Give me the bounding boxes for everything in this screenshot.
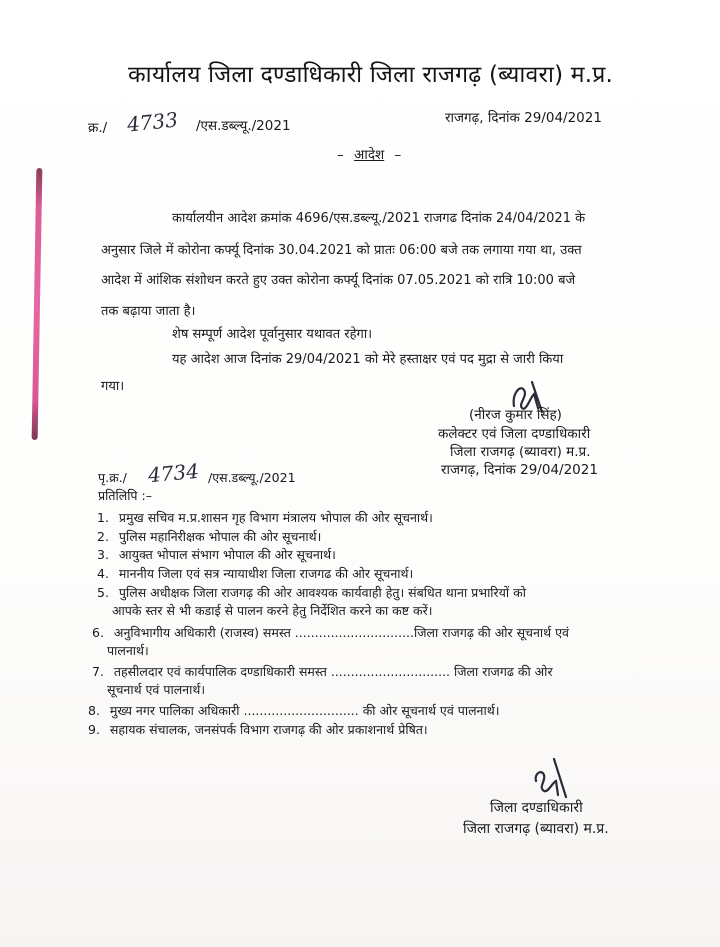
item-text: अनुविभागीय अधिकारी (राजस्व) समस्त ..............................जिला राजगढ़ की ओर सूचनार्थ एवं (113, 625, 569, 640)
copy-list-item (97, 549, 336, 562)
copy-list-item (92, 666, 553, 679)
copy-list-item-continuation: सूचनार्थ एवं पालनार्थ। (107, 682, 206, 697)
item-text: प्रमुख सचिव म.प्र.शासन गृह विभाग मंत्रालय भोपाल की ओर सूचनार्थ। (118, 510, 433, 525)
signatory2-designation: जिला दण्डाधिकारी (490, 800, 583, 816)
copy-list-item (97, 531, 321, 544)
copy-list-item (97, 587, 526, 600)
copy-list-item-continuation: आपके स्तर से भी कडाई से पालन करने हेतु निर्देशित करने का कष्ट करें। (112, 603, 433, 618)
endorsement-prefix: पृ.क्र./ (98, 470, 127, 485)
item-text: मुख्य नगर पालिका अधिकारी ............................. की ओर सूचनार्थ एवं पालनार्थ। (109, 703, 500, 718)
para1-line: अनुसार जिले में कोरोना कर्फ्यू दिनांक 30.04.2021 को प्रातः 06:00 बजे तक लगाया गया था, उक्त (101, 243, 582, 258)
item-text: सहायक संचालक, जनसंपर्क विभाग राजगढ़ की ओर प्रकाशनार्थ प्रेषित। (109, 722, 428, 737)
item-number: 7. (92, 664, 104, 679)
signatory1-place-date: राजगढ़, दिनांक 29/04/2021 (441, 462, 598, 478)
para1-line: कार्यालयीन आदेश क्रमांक 4696/एस.डब्ल्यू./2021 राजगढ दिनांक 24/04/2021 के (172, 211, 586, 226)
item-text: पुलिस महानिरीक्षक भोपाल की ओर सूचनार्थ। (118, 529, 322, 544)
signatory1-name: (नीरज कुमार सिंह) (469, 407, 562, 423)
order-heading (337, 149, 401, 163)
signatory1-district: जिला राजगढ़ (ब्यावरा) म.प्र. (450, 444, 591, 460)
para3-line: गया। (101, 379, 125, 394)
item-number: 5. (97, 585, 109, 600)
ref-handwritten-number: 4733 (125, 107, 180, 137)
para1-line: आदेश में आंशिक संशोधन करते हुए उक्त कोरोना कर्फ्यू दिनांक 07.05.2021 को रात्रि 10:00 बजे (101, 273, 576, 288)
copy-list-item (88, 705, 499, 718)
signature-mark (528, 755, 572, 803)
item-number: 3. (97, 547, 109, 562)
item-number: 6. (92, 625, 104, 640)
item-number: 2. (97, 529, 109, 544)
item-number: 8. (88, 703, 100, 718)
heading-dash-left: – (337, 147, 344, 163)
copy-list-item (97, 512, 433, 525)
office-title: कार्यालय जिला दण्डाधिकारी जिला राजगढ़ (ब्यावरा) म.प्र. (128, 62, 614, 88)
endorsement-suffix: /एस.डब्ल्यू./2021 (208, 470, 296, 485)
heading-text: आदेश (354, 147, 385, 163)
copy-list-item (97, 568, 413, 581)
item-text: माननीय जिला एवं सत्र न्यायाधीश जिला राजगढ की ओर सूचनार्थ। (118, 566, 414, 581)
place-date: राजगढ़, दिनांक 29/04/2021 (445, 110, 602, 126)
pink-highlighter-mark (32, 168, 43, 440)
copy-list-item (88, 724, 428, 737)
para1-line: तक बढ़ाया जाता है। (101, 304, 196, 319)
endorsement-handwritten-number: 4734 (147, 458, 200, 488)
copy-list-item-continuation: पालनार्थ। (107, 643, 149, 658)
signatory2-district: जिला राजगढ़ (ब्यावरा) म.प्र. (463, 821, 609, 837)
item-text: तहसीलदार एवं कार्यपालिक दण्डाधिकारी समस्त .............................. जिला राजगढ की ओर (113, 664, 553, 679)
item-text: पुलिस अधीक्षक जिला राजगढ़ की ओर आवश्यक कार्यवाही हेतु। संबधित थाना प्रभारियों को (118, 585, 526, 600)
item-number: 4. (97, 566, 109, 581)
signatory1-designation: कलेक्टर एवं जिला दण्डाधिकारी (438, 426, 591, 442)
copy-to-label: प्रतिलिपि :– (98, 488, 152, 503)
para3-line: यह आदेश आज दिनांक 29/04/2021 को मेरे हस्ताक्षर एवं पद मुद्रा से जारी किया (172, 352, 564, 367)
ref-suffix: /एस.डब्ल्यू./2021 (196, 118, 291, 134)
item-number: 1. (97, 510, 109, 525)
item-text: आयुक्त भोपाल संभाग भोपाल की ओर सूचनार्थ। (118, 547, 336, 562)
para2: शेष सम्पूर्ण आदेश पूर्वानुसार यथावत रहेगा। (172, 327, 373, 342)
heading-dash-right: – (394, 147, 402, 163)
item-number: 9. (88, 722, 100, 737)
ref-prefix: क्र./ (88, 120, 108, 136)
copy-list-item (92, 627, 569, 640)
